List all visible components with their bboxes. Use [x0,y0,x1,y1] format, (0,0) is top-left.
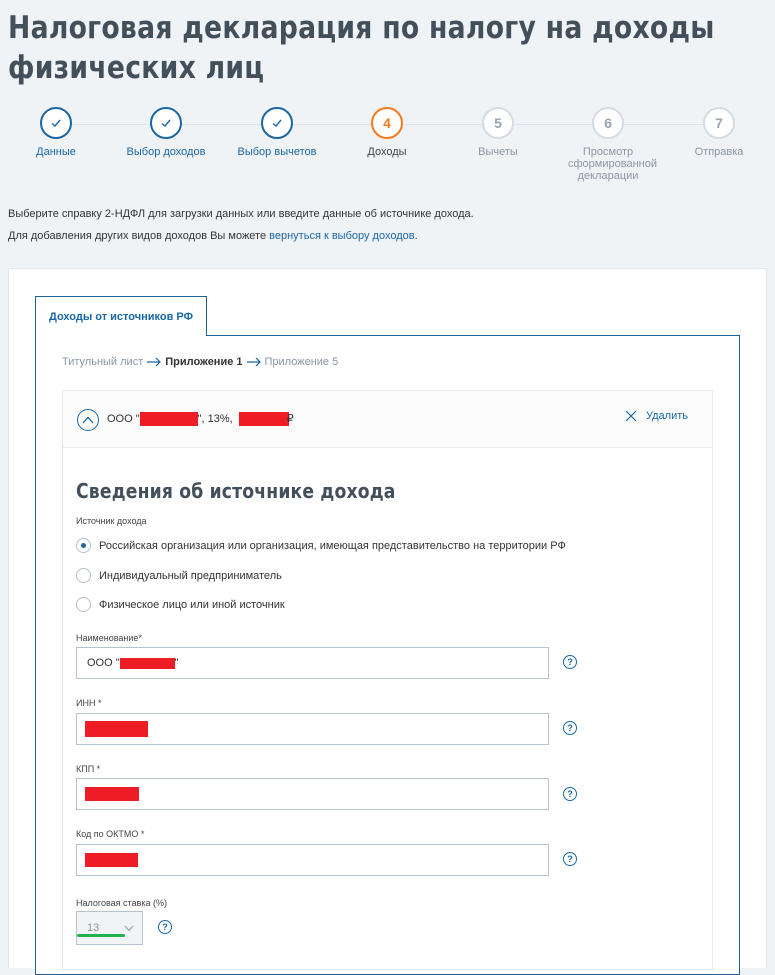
radio-label: Российская организация или организация, имеющая представительство на территории РФ [99,539,566,552]
step-4-label: Доходы [367,146,407,158]
radio-label: Физическое лицо или иной источник [99,598,285,611]
name-label: Наименование* [76,633,142,643]
info-text-2-prefix: Для добавления других видов доходов Вы можете [8,230,270,242]
step-5 [443,107,553,158]
radio-button[interactable] [76,597,91,612]
wizard-stepper [0,107,775,197]
ruble-sign: ₽ [286,413,294,425]
step-6-circle: 6 [592,107,624,139]
radio-label: Индивидуальный предприниматель [99,569,282,582]
name-value-prefix: ООО " [87,657,120,669]
name-value-suffix: " [174,657,179,669]
income-source-label: Источник дохода [76,516,147,526]
tax-rate-select[interactable] [76,911,143,945]
kpp-label: КПП * [76,764,101,774]
check-icon [49,116,63,130]
step-1-circle [40,107,72,139]
step-1[interactable] [1,107,111,158]
step-6-label: Просмотр сформированной декларации [568,146,657,182]
page-title: Налоговая декларация по налогу на доходы физических лиц [8,10,715,86]
green-highlight [77,934,125,937]
step-4-circle: 4 [371,107,403,139]
step-3-label: Выбор вычетов [237,146,317,158]
breadcrumb-appendix-1[interactable]: Приложение 1 [165,356,243,368]
radio-option-individual[interactable] [76,597,285,612]
help-icon[interactable]: ? [158,920,172,934]
breadcrumb-appendix-5[interactable]: Приложение 5 [264,356,339,368]
step-3[interactable] [222,107,332,158]
radio-option-organization[interactable] [76,538,566,553]
radio-button[interactable] [76,568,91,583]
step-2-label: Выбор доходов [126,146,206,158]
tab-income-rf[interactable]: Доходы от источников РФ [35,296,207,336]
help-icon[interactable]: ? [563,852,577,866]
oktmo-label: Код по ОКТМО * [76,829,145,839]
radio-option-entrepreneur[interactable] [76,568,282,583]
tax-rate-label: Налоговая ставка (%) [76,898,167,908]
help-icon[interactable]: ? [563,721,577,735]
redaction [85,787,139,801]
info-text-1: Выберите справку 2-НДФЛ для загрузки данных или введите данные об источнике дохода. [8,208,474,220]
inn-label: ИНН * [76,698,102,708]
redaction [120,658,175,669]
redaction [85,853,138,867]
chevron-up-icon [82,416,94,424]
inn-input[interactable] [76,713,549,745]
step-7 [664,107,774,158]
tax-rate-value: 13 [87,922,100,934]
step-2-circle [150,107,182,139]
income-source-panel [62,390,713,970]
check-icon [159,116,173,130]
step-5-label: Вычеты [478,146,518,158]
step-5-circle: 5 [482,107,514,139]
oktmo-input[interactable] [76,844,549,876]
breadcrumb-title-page[interactable]: Титульный лист [62,356,144,368]
step-6 [553,107,663,182]
step-4[interactable] [332,107,442,158]
step-7-label: Отправка [694,146,744,158]
chevron-down-icon [124,925,134,932]
collapse-button[interactable] [77,409,99,431]
step-1-label: Данные [36,146,76,158]
back-to-income-choice-link[interactable]: вернуться к выбору доходов [269,230,415,242]
help-icon[interactable]: ? [563,787,577,801]
income-source-title [107,412,294,426]
redaction [85,721,148,737]
radio-button-selected[interactable] [76,538,91,553]
income-source-header [63,391,712,448]
step-2[interactable] [111,107,221,158]
step-7-circle: 7 [703,107,735,139]
redaction [239,412,289,426]
redaction [140,412,198,426]
info-text-2-suffix: . [414,230,418,242]
delete-label: Удалить [646,410,688,422]
source-title-prefix: ООО " [107,413,140,425]
help-icon[interactable]: ? [563,655,577,669]
breadcrumb [62,356,338,368]
step-3-circle [261,107,293,139]
arrow-right-icon [246,357,262,367]
close-icon [625,410,637,422]
section-title: Сведения об источнике дохода [76,479,396,503]
source-title-mid: ", 13%, [197,413,233,425]
check-icon [270,116,284,130]
kpp-input[interactable] [76,778,549,810]
name-input[interactable] [76,647,549,679]
arrow-right-icon [146,357,162,367]
info-text-2 [8,230,418,242]
delete-button[interactable] [625,410,688,422]
